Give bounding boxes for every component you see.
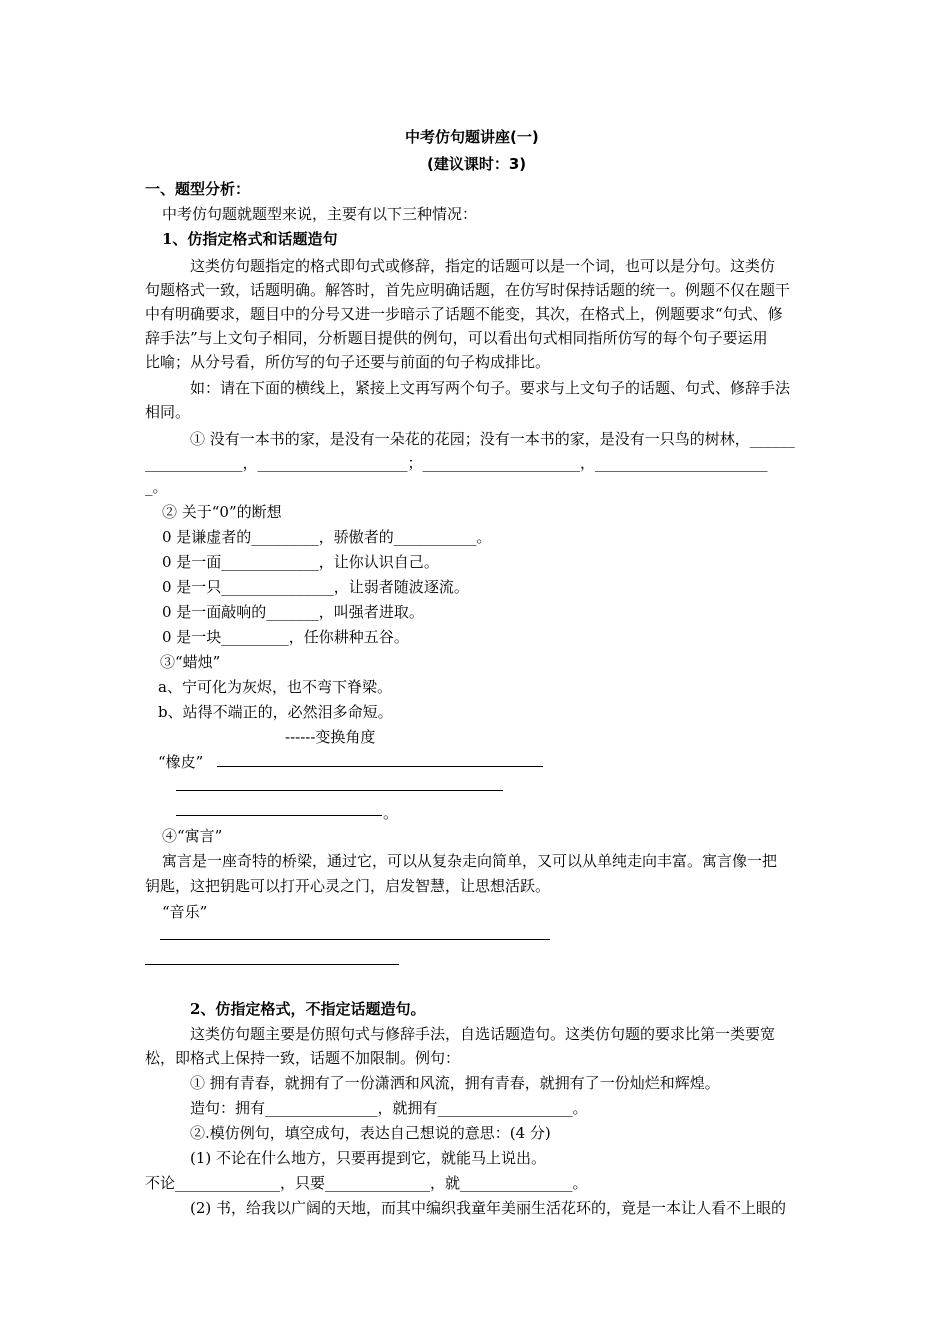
part2-paragraph-line: 这类仿句题主要是仿照句式与修辞手法，自选话题造句。这类仿句题的要求比第一类要宽 — [190, 1025, 776, 1043]
example2-line: 0 是一面敲响的_______，叫强者进取。 — [162, 603, 424, 621]
document-subtitle: (建议课时：3) — [427, 155, 527, 173]
part2-paragraph-line: 松，即格式上保持一致，话题不加限制。例句： — [145, 1049, 461, 1067]
part2-example2-question: (1) 不论在什么地方，只要再提到它，就能马上说出。 — [190, 1149, 547, 1167]
section-heading: 一、题型分析： — [145, 180, 251, 198]
example2-line: 0 是一只_______________，让弱者随波逐流。 — [162, 578, 469, 596]
example2-line: 0 是一块_________，任你耕种五谷。 — [162, 628, 409, 646]
part2-example1: ① 拥有青春，就拥有了一份潇洒和风流，拥有青春，就拥有了一份灿烂和辉煌。 — [190, 1074, 720, 1092]
part1-paragraph-line: 这类仿句题指定的格式即句式或修辞，指定的话题可以是一个词，也可以是分句。这类仿 — [190, 257, 776, 275]
part2-example2-fill: 不论______________，只要______________，就_______________。 — [145, 1174, 588, 1192]
answer-line — [145, 964, 399, 965]
example3-line: b、站得不端正的，必然泪多命短。 — [158, 703, 393, 721]
answer-line-end: 。 — [383, 804, 399, 822]
example4-line: 钥匙，这把钥匙可以打开心灵之门，启发智慧，让思想活跃。 — [145, 877, 551, 895]
example4-prompt: “音乐” — [162, 903, 208, 921]
example1-line: ① 没有一本书的家，是没有一朵花的花园；没有一本书的家，是没有一只鸟的树林，______ — [190, 430, 795, 448]
example2-title: ② 关于“0”的断想 — [162, 503, 282, 521]
example3-title: ③“蜡烛” — [160, 653, 221, 671]
part1-paragraph-line: 比喻；从分号看，所仿写的句子还要与前面的句子构成排比。 — [145, 353, 551, 371]
example3-line: a、宁可化为灰烬，也不弯下脊梁。 — [158, 678, 392, 696]
example3-note: ------变换角度 — [285, 728, 376, 746]
part2-example1-fill: 造句：拥有_______________，就拥有__________________。 — [190, 1099, 588, 1117]
section-intro: 中考仿句题就题型来说，主要有以下三种情况： — [162, 205, 478, 223]
example-intro-line: 如：请在下面的横线上，紧接上文再写两个句子。要求与上文句子的话题、句式、修辞手法 — [190, 379, 791, 397]
part1-paragraph-line: 辞手法”与上文句子相同，分析题目提供的例句，可以看出句式相同指所仿写的每个句子要运用 — [145, 329, 768, 347]
answer-line — [160, 939, 550, 940]
example1-line: _____________，____________________；_____________________，_______________________ — [145, 454, 768, 472]
part2-example2-question: (2) 书，给我以广阔的天地，而其中编织我童年美丽生活花环的，竟是一本让人看不上眼的 — [190, 1199, 787, 1217]
part1-paragraph-line: 句题格式一致，话题明确。解答时，首先应明确话题，在仿写时保持话题的统一。例题不仅在题干 — [145, 281, 791, 299]
example2-line: 0 是谦虚者的_________，骄傲者的___________。 — [162, 528, 492, 546]
example4-title: ④“寓言” — [162, 827, 223, 845]
part1-heading: 1、仿指定格式和话题造句 — [162, 230, 338, 248]
example1-line: _。 — [145, 478, 168, 496]
document-title: 中考仿句题讲座(一) — [405, 128, 539, 146]
answer-line — [176, 790, 503, 791]
answer-line — [217, 766, 543, 767]
part1-paragraph-line: 中有明确要求，题目中的分号又进一步暗示了话题不能变，其次，在格式上，例题要求“句式、修 — [145, 305, 783, 323]
example-intro-line: 相同。 — [145, 403, 191, 421]
example3-prompt: “橡皮” — [158, 753, 204, 771]
part2-heading: 2、仿指定格式，不指定话题造句。 — [190, 1000, 426, 1018]
example4-line: 寓言是一座奇特的桥梁，通过它，可以从复杂走向简单，又可以从单纯走向丰富。寓言像一把 — [162, 852, 778, 870]
answer-line — [176, 815, 382, 816]
example2-line: 0 是一面_____________，让你认识自己。 — [162, 553, 439, 571]
part2-example2-title: ②.模仿例句，填空成句，表达自己想说的意思：(4 分) — [190, 1124, 551, 1142]
